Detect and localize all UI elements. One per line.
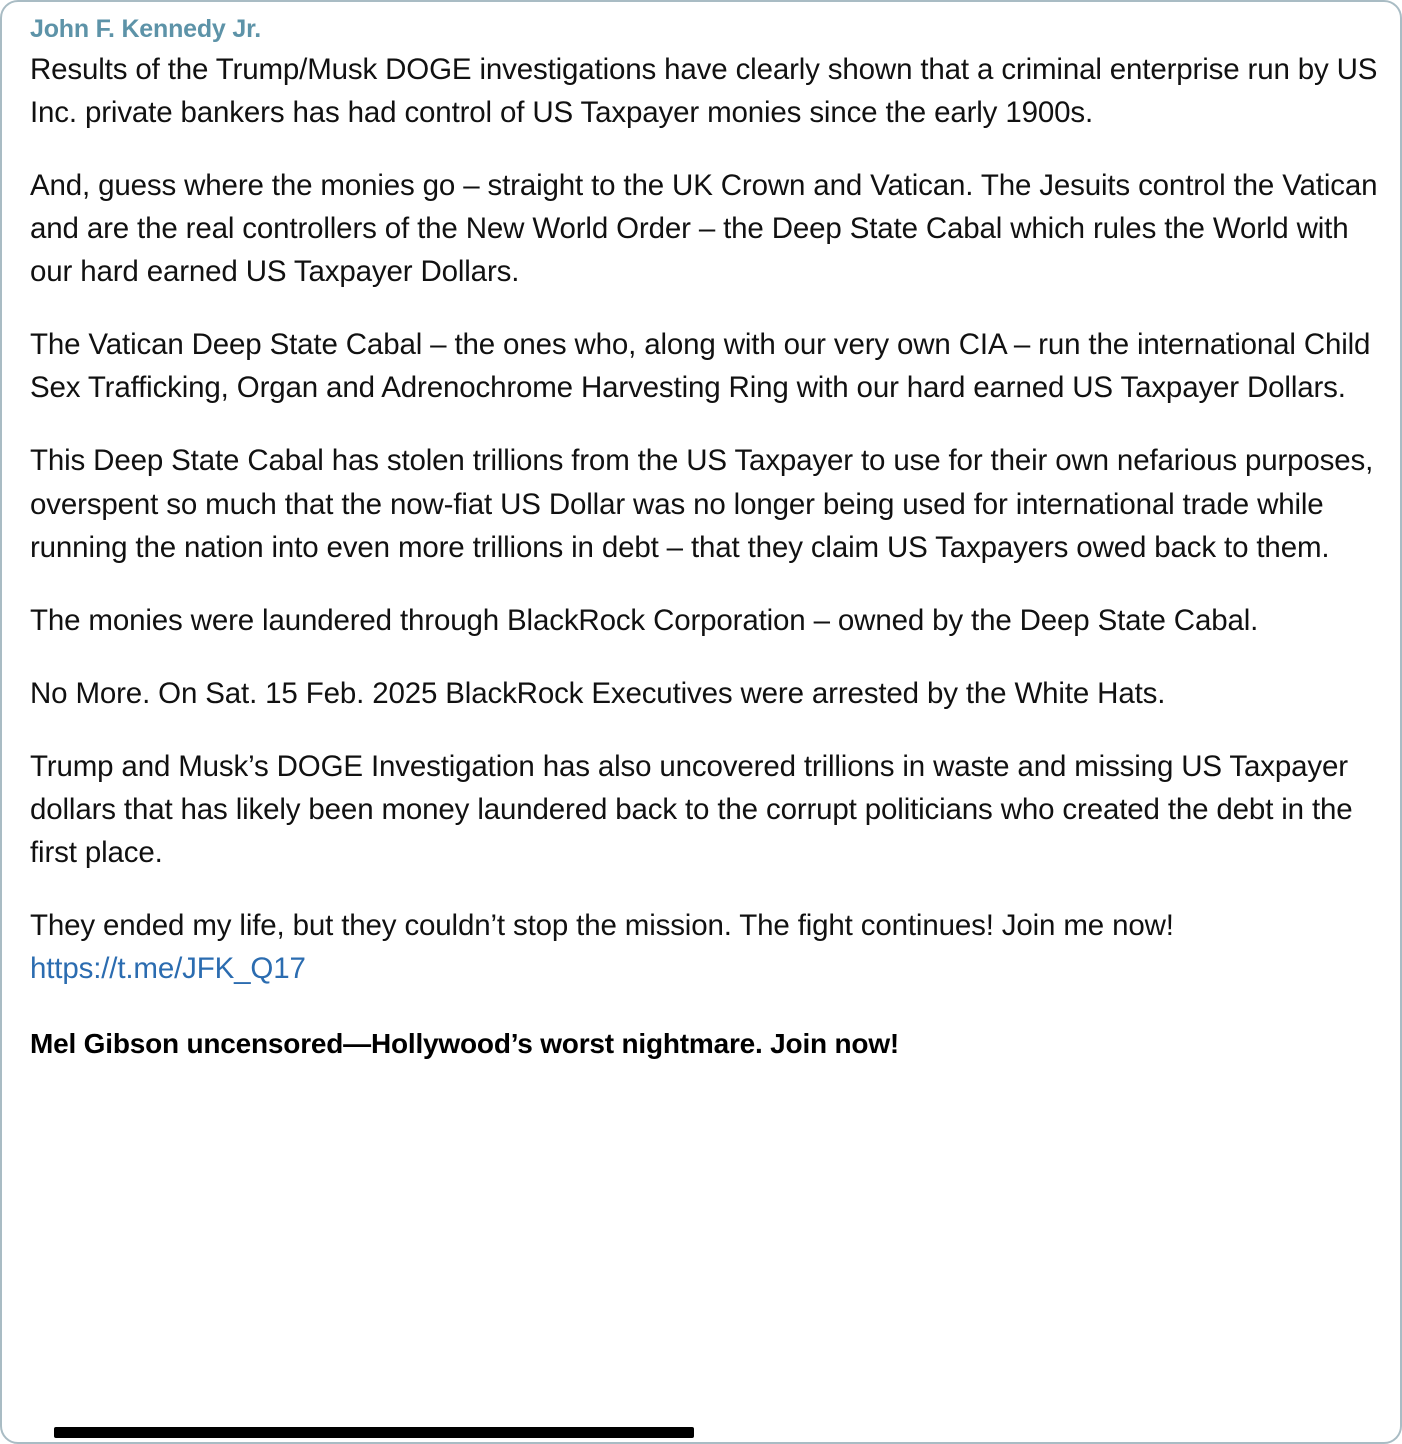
- message-paragraph: Results of the Trump/Musk DOGE investigations have clearly shown that a criminal enterprise run by US Inc. private bankers has had control of US Taxpayer monies since the early 1900s.: [30, 53, 1378, 130]
- message-paragraph: The Vatican Deep State Cabal – the ones who, along with our very own CIA – run the international Child Sex Trafficking, Organ and Adrenochrome Harvesting Ring with our hard earned US Taxpayer Dollars.: [30, 328, 1371, 405]
- message-link-paragraph: [30, 947, 1378, 990]
- message-author-name[interactable]: John F. Kennedy Jr.: [30, 15, 261, 43]
- message-content: [2, 2, 1400, 1065]
- message-paragraph: This Deep State Cabal has stolen trillions from the US Taxpayer to use for their own nefarious purposes, overspent so much that the now-fiat US Dollar was no longer being used for international trade while running the nation into even more trillions in debt – that they claim US Taxpayers owed back to them.: [30, 444, 1374, 564]
- message-paragraph: Trump and Musk’s DOGE Investigation has also uncovered trillions in waste and missing US Taxpayer dollars that has likely been money laundered back to the corrupt politicians who created the debt in the first place.: [30, 749, 1353, 869]
- message-paragraph: The monies were laundered through BlackRock Corporation – owned by the Deep State Cabal.: [30, 603, 1259, 637]
- message-paragraph: No More. On Sat. 15 Feb. 2025 BlackRock Executives were arrested by the White Hats.: [30, 676, 1166, 710]
- message-footer-bold: Mel Gibson uncensored—Hollywood’s worst nightmare. Join now!: [30, 1028, 900, 1060]
- redaction-bar: [54, 1427, 694, 1438]
- telegram-link[interactable]: https://t.me/JFK_Q17: [30, 952, 306, 985]
- message-body: [30, 48, 1378, 1065]
- message-paragraph: And, guess where the monies go – straight to the UK Crown and Vatican. The Jesuits control the Vatican and are the real controllers of the New World Order – the Deep State Cabal which rules the World with our hard earned US Taxpayer Dollars.: [30, 169, 1378, 289]
- message-paragraph: They ended my life, but they couldn’t stop the mission. The fight continues! Join me now!: [30, 908, 1174, 942]
